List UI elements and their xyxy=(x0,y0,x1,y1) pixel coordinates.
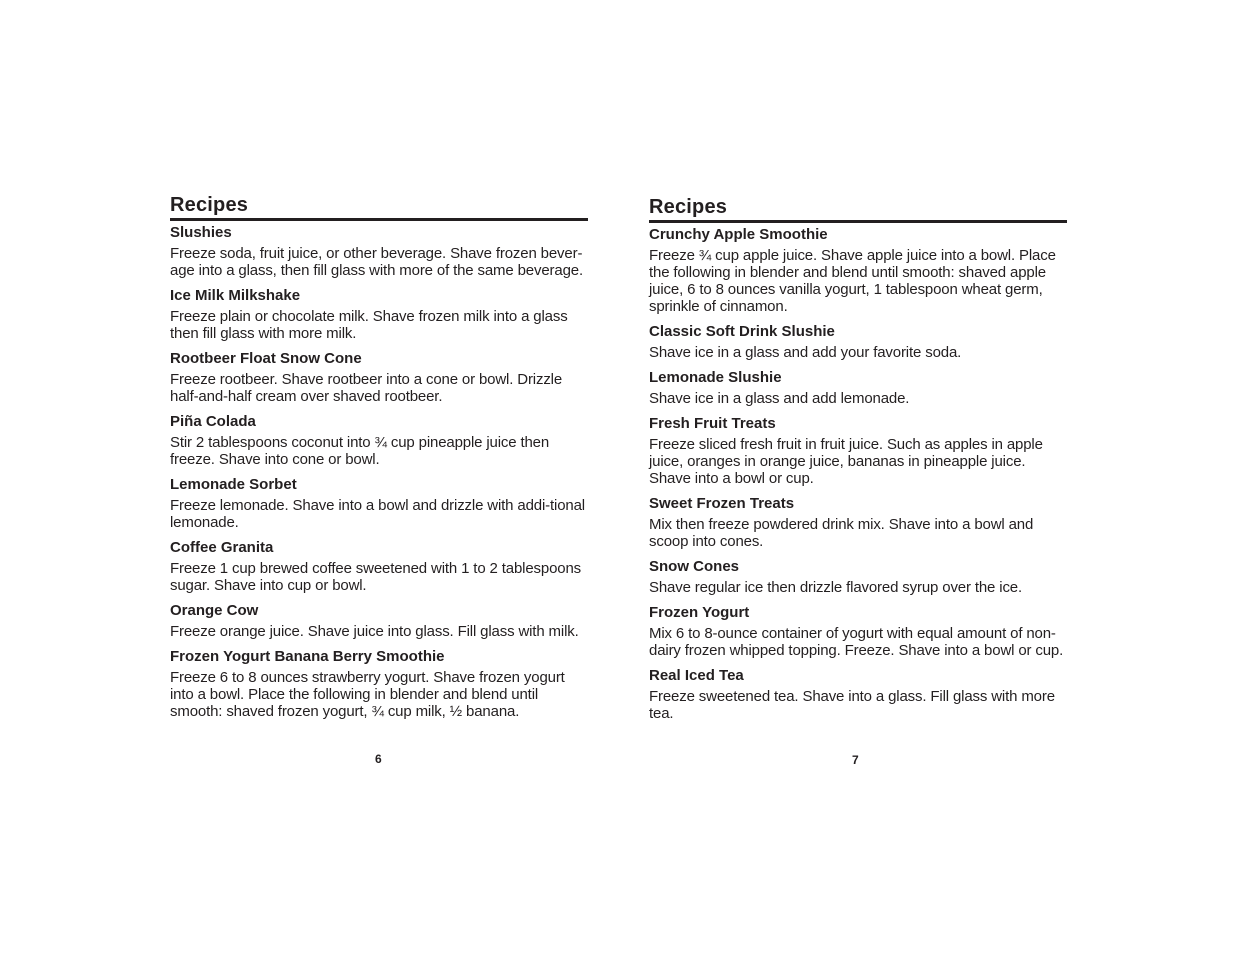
page-number: 6 xyxy=(375,752,382,766)
recipe-text: Mix 6 to 8-ounce container of yogurt with equal amount of non-dairy frozen whipped topping. Freeze. Shave into a bowl or cup. xyxy=(649,625,1064,659)
page-heading: Recipes xyxy=(649,195,1067,223)
recipe-item xyxy=(649,667,1067,722)
recipe-text: Freeze sweetened tea. Shave into a glass. Fill glass with more tea. xyxy=(649,688,1055,722)
recipe-text: Freeze 1 cup brewed coffee sweetened with 1 to 2 tablespoons sugar. Shave into cup or bowl. xyxy=(170,560,581,594)
recipe-title: Piña Colada xyxy=(170,413,256,430)
page-number: 7 xyxy=(852,753,859,767)
recipe-text: Shave ice in a glass and add your favorite soda. xyxy=(649,344,962,361)
recipe-title: Frozen Yogurt xyxy=(649,604,750,621)
recipe-item xyxy=(649,415,1067,487)
recipe-list xyxy=(649,226,1067,722)
recipe-item xyxy=(649,604,1067,659)
recipe-item xyxy=(649,226,1067,315)
recipe-text: Freeze sliced fresh fruit in fruit juice. Such as apples in apple juice, oranges in orange juice, bananas in pineapple juice. Shave into a bowl or cup. xyxy=(649,436,1043,487)
recipe-item xyxy=(170,224,588,279)
recipe-text: Freeze rootbeer. Shave rootbeer into a cone or bowl. Drizzle half-and-half cream over shaved rootbeer. xyxy=(170,371,563,405)
recipe-list xyxy=(170,224,588,720)
recipe-item xyxy=(649,558,1067,596)
recipe-title: Ice Milk Milkshake xyxy=(170,287,301,304)
recipe-title: Sweet Frozen Treats xyxy=(649,495,795,512)
recipe-text: Freeze 6 to 8 ounces strawberry yogurt. Shave frozen yogurt into a bowl. Place the following in blender and blend until smooth: shaved frozen yogurt, ¾ cup milk, ½ banana. xyxy=(170,669,565,720)
recipe-text: Freeze plain or chocolate milk. Shave frozen milk into a glass then fill glass with more milk. xyxy=(170,308,568,342)
recipe-title: Rootbeer Float Snow Cone xyxy=(170,350,362,367)
recipe-title: Crunchy Apple Smoothie xyxy=(649,226,828,243)
recipe-title: Lemonade Sorbet xyxy=(170,476,297,493)
recipe-title: Real Iced Tea xyxy=(649,667,744,684)
recipe-title: Fresh Fruit Treats xyxy=(649,415,776,432)
recipe-text: Shave regular ice then drizzle flavored syrup over the ice. xyxy=(649,579,1023,596)
recipe-text: Shave ice in a glass and add lemonade. xyxy=(649,390,910,407)
recipe-text: Freeze orange juice. Shave juice into glass. Fill glass with milk. xyxy=(170,623,579,640)
recipe-item xyxy=(649,495,1067,550)
recipe-title: Snow Cones xyxy=(649,558,740,575)
recipe-title: Slushies xyxy=(170,224,232,241)
recipe-text: Freeze soda, fruit juice, or other beverage. Shave frozen bever-age into a glass, then fill glass with more of the same beverage. xyxy=(170,245,583,279)
recipe-item xyxy=(170,413,588,468)
recipe-item xyxy=(170,539,588,594)
recipe-title: Lemonade Slushie xyxy=(649,369,782,386)
page-heading: Recipes xyxy=(170,193,588,221)
recipe-item xyxy=(170,476,588,531)
recipe-text: Mix then freeze powdered drink mix. Shave into a bowl and scoop into cones. xyxy=(649,516,1034,550)
left-page xyxy=(170,193,588,720)
recipe-text: Stir 2 tablespoons coconut into ¾ cup pineapple juice then freeze. Shave into cone or bowl. xyxy=(170,434,550,468)
recipe-title: Orange Cow xyxy=(170,602,259,619)
recipe-item xyxy=(170,287,588,342)
recipe-text: Freeze ¾ cup apple juice. Shave apple juice into a bowl. Place the following in blender and blend until smooth: shaved apple juice, 6 to 8 ounces vanilla yogurt, 1 tablespoon wheat germ, sprinkle of cinnamon. xyxy=(649,247,1056,315)
recipe-item xyxy=(649,323,1067,361)
recipe-title: Frozen Yogurt Banana Berry Smoothie xyxy=(170,648,445,665)
recipe-item xyxy=(170,648,588,720)
recipe-item xyxy=(649,369,1067,407)
recipe-item xyxy=(170,602,588,640)
recipe-title: Classic Soft Drink Slushie xyxy=(649,323,835,340)
recipe-title: Coffee Granita xyxy=(170,539,274,556)
recipe-text: Freeze lemonade. Shave into a bowl and drizzle with addi-tional lemonade. xyxy=(170,497,585,531)
recipe-item xyxy=(170,350,588,405)
right-page xyxy=(649,195,1067,722)
